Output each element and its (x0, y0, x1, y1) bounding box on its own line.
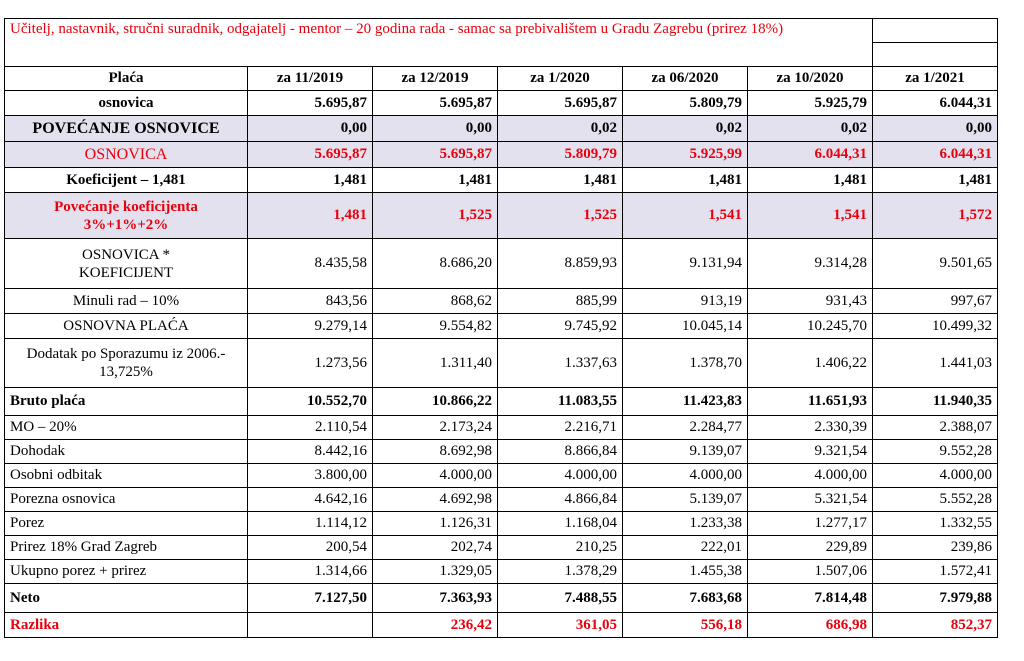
table-row (5, 613, 998, 638)
cell: 0,02 (748, 116, 873, 142)
cell: 9.314,28 (748, 239, 873, 289)
row-label: osnovica (5, 91, 248, 116)
cell: 4.000,00 (748, 464, 873, 488)
cell: 1.406,22 (748, 339, 873, 388)
cell: 7.127,50 (248, 584, 373, 613)
cell: 5.695,87 (248, 91, 373, 116)
cell: 9.552,28 (873, 440, 998, 464)
table-row (5, 193, 998, 239)
header-col: za 12/2019 (373, 67, 498, 91)
row-label: MO – 20% (5, 416, 248, 440)
cell: 5.809,79 (498, 142, 623, 168)
cell: 1.114,12 (248, 512, 373, 536)
cell: 997,67 (873, 289, 998, 314)
cell: 210,25 (498, 536, 623, 560)
table-row (5, 142, 998, 168)
cell: 1,481 (748, 168, 873, 193)
cell: 2.284,77 (623, 416, 748, 440)
cell: 236,42 (373, 613, 498, 638)
row-label: Koeficijent – 1,481 (5, 168, 248, 193)
cell: 1.233,38 (623, 512, 748, 536)
cell: 7.488,55 (498, 584, 623, 613)
cell: 10.552,70 (248, 388, 373, 416)
cell: 5.925,99 (623, 142, 748, 168)
cell: 913,19 (623, 289, 748, 314)
cell: 9.554,82 (373, 314, 498, 339)
row-label: Dohodak (5, 440, 248, 464)
cell: 1,541 (623, 193, 748, 239)
cell: 0,00 (248, 116, 373, 142)
cell: 9.139,07 (623, 440, 748, 464)
cell: 2.173,24 (373, 416, 498, 440)
header-col: za 10/2020 (748, 67, 873, 91)
cell: 11.651,93 (748, 388, 873, 416)
cell: 1,481 (623, 168, 748, 193)
cell: 1.126,31 (373, 512, 498, 536)
cell: 1.337,63 (498, 339, 623, 388)
cell: 1,481 (248, 193, 373, 239)
cell: 5.552,28 (873, 488, 998, 512)
cell: 229,89 (748, 536, 873, 560)
cell: 686,98 (748, 613, 873, 638)
header-row (5, 67, 998, 91)
table-row (5, 339, 998, 388)
cell: 885,99 (498, 289, 623, 314)
cell: 10.245,70 (748, 314, 873, 339)
cell: 9.321,54 (748, 440, 873, 464)
table-row (5, 512, 998, 536)
row-label: Dodatak po Sporazumu iz 2006.- 13,725% (5, 339, 248, 388)
cell: 6.044,31 (873, 142, 998, 168)
cell: 1.507,06 (748, 560, 873, 584)
cell: 7.683,68 (623, 584, 748, 613)
row-label: Razlika (5, 613, 248, 638)
cell: 1,481 (498, 168, 623, 193)
cell: 9.745,92 (498, 314, 623, 339)
cell: 7.363,93 (373, 584, 498, 613)
cell: 931,43 (748, 289, 873, 314)
table-row (5, 116, 998, 142)
cell: 4.642,16 (248, 488, 373, 512)
cell: 1.441,03 (873, 339, 998, 388)
table-row (5, 584, 998, 613)
table-row (5, 560, 998, 584)
row-label: Neto (5, 584, 248, 613)
salary-table (4, 18, 998, 638)
cell: 1.378,70 (623, 339, 748, 388)
table-row (5, 289, 998, 314)
row-label: Osobni odbitak (5, 464, 248, 488)
cell: 8.435,58 (248, 239, 373, 289)
cell: 11.423,83 (623, 388, 748, 416)
cell: 1.273,56 (248, 339, 373, 388)
cell: 1.572,41 (873, 560, 998, 584)
cell: 5.695,87 (373, 91, 498, 116)
cell: 1.329,05 (373, 560, 498, 584)
cell: 5.809,79 (623, 91, 748, 116)
cell: 2.110,54 (248, 416, 373, 440)
cell: 1,541 (748, 193, 873, 239)
table-row (5, 239, 998, 289)
row-label: OSNOVNA PLAĆA (5, 314, 248, 339)
cell (248, 613, 373, 638)
cell: 10.045,14 (623, 314, 748, 339)
title-side-cell-top (873, 19, 998, 43)
table-row (5, 464, 998, 488)
row-label: Minuli rad – 10% (5, 289, 248, 314)
cell: 4.866,84 (498, 488, 623, 512)
cell: 0,00 (873, 116, 998, 142)
cell: 1.277,17 (748, 512, 873, 536)
table-row (5, 388, 998, 416)
cell: 3.800,00 (248, 464, 373, 488)
cell: 4.692,98 (373, 488, 498, 512)
row-label: Bruto plaća (5, 388, 248, 416)
table-title: Učitelj, nastavnik, stručni suradnik, odgajatelj - mentor – 20 godina rada - samac sa prebivalištem u Gradu Zagrebu (prirez 18%) (5, 19, 873, 67)
table-row (5, 440, 998, 464)
cell: 5.695,87 (373, 142, 498, 168)
cell: 1.314,66 (248, 560, 373, 584)
cell: 1,525 (498, 193, 623, 239)
cell: 868,62 (373, 289, 498, 314)
cell: 222,01 (623, 536, 748, 560)
cell: 4.000,00 (498, 464, 623, 488)
cell: 4.000,00 (373, 464, 498, 488)
row-label: Ukupno porez + prirez (5, 560, 248, 584)
table-row (5, 488, 998, 512)
cell: 9.279,14 (248, 314, 373, 339)
cell: 5.695,87 (498, 91, 623, 116)
table-row (5, 314, 998, 339)
cell: 1,572 (873, 193, 998, 239)
cell: 1,481 (373, 168, 498, 193)
row-label: POVEĆANJE OSNOVICE (5, 116, 248, 142)
row-label: Porez (5, 512, 248, 536)
cell: 1,525 (373, 193, 498, 239)
table-row (5, 168, 998, 193)
cell: 1.168,04 (498, 512, 623, 536)
cell: 2.388,07 (873, 416, 998, 440)
cell: 8.692,98 (373, 440, 498, 464)
cell: 6.044,31 (748, 142, 873, 168)
cell: 8.686,20 (373, 239, 498, 289)
cell: 239,86 (873, 536, 998, 560)
header-col: za 06/2020 (623, 67, 748, 91)
cell: 200,54 (248, 536, 373, 560)
cell: 1.455,38 (623, 560, 748, 584)
cell: 202,74 (373, 536, 498, 560)
cell: 1,481 (248, 168, 373, 193)
cell: 0,02 (623, 116, 748, 142)
cell: 2.330,39 (748, 416, 873, 440)
cell: 9.501,65 (873, 239, 998, 289)
cell: 4.000,00 (623, 464, 748, 488)
row-label: Povećanje koeficijenta 3%+1%+2% (5, 193, 248, 239)
cell: 5.321,54 (748, 488, 873, 512)
cell: 1.311,40 (373, 339, 498, 388)
header-col: za 11/2019 (248, 67, 373, 91)
cell: 1,481 (873, 168, 998, 193)
cell: 5.925,79 (748, 91, 873, 116)
cell: 9.131,94 (623, 239, 748, 289)
cell: 8.442,16 (248, 440, 373, 464)
cell: 11.940,35 (873, 388, 998, 416)
table-row (5, 536, 998, 560)
cell: 1.378,29 (498, 560, 623, 584)
table-row (5, 91, 998, 116)
cell: 361,05 (498, 613, 623, 638)
cell: 7.814,48 (748, 584, 873, 613)
cell: 5.139,07 (623, 488, 748, 512)
cell: 1.332,55 (873, 512, 998, 536)
cell: 5.695,87 (248, 142, 373, 168)
row-label: Prirez 18% Grad Zagreb (5, 536, 248, 560)
cell: 2.216,71 (498, 416, 623, 440)
cell: 10.866,22 (373, 388, 498, 416)
row-label: Porezna osnovica (5, 488, 248, 512)
cell: 852,37 (873, 613, 998, 638)
cell: 8.866,84 (498, 440, 623, 464)
row-label: OSNOVICA * KOEFICIJENT (5, 239, 248, 289)
cell: 10.499,32 (873, 314, 998, 339)
cell: 8.859,93 (498, 239, 623, 289)
cell: 4.000,00 (873, 464, 998, 488)
header-col: za 1/2020 (498, 67, 623, 91)
title-side-cell-bottom (873, 43, 998, 67)
cell: 0,00 (373, 116, 498, 142)
cell: 11.083,55 (498, 388, 623, 416)
table-row (5, 416, 998, 440)
cell: 843,56 (248, 289, 373, 314)
cell: 556,18 (623, 613, 748, 638)
cell: 6.044,31 (873, 91, 998, 116)
header-label: Plaća (5, 67, 248, 91)
header-col: za 1/2021 (873, 67, 998, 91)
row-label: OSNOVICA (5, 142, 248, 168)
cell: 7.979,88 (873, 584, 998, 613)
cell: 0,02 (498, 116, 623, 142)
